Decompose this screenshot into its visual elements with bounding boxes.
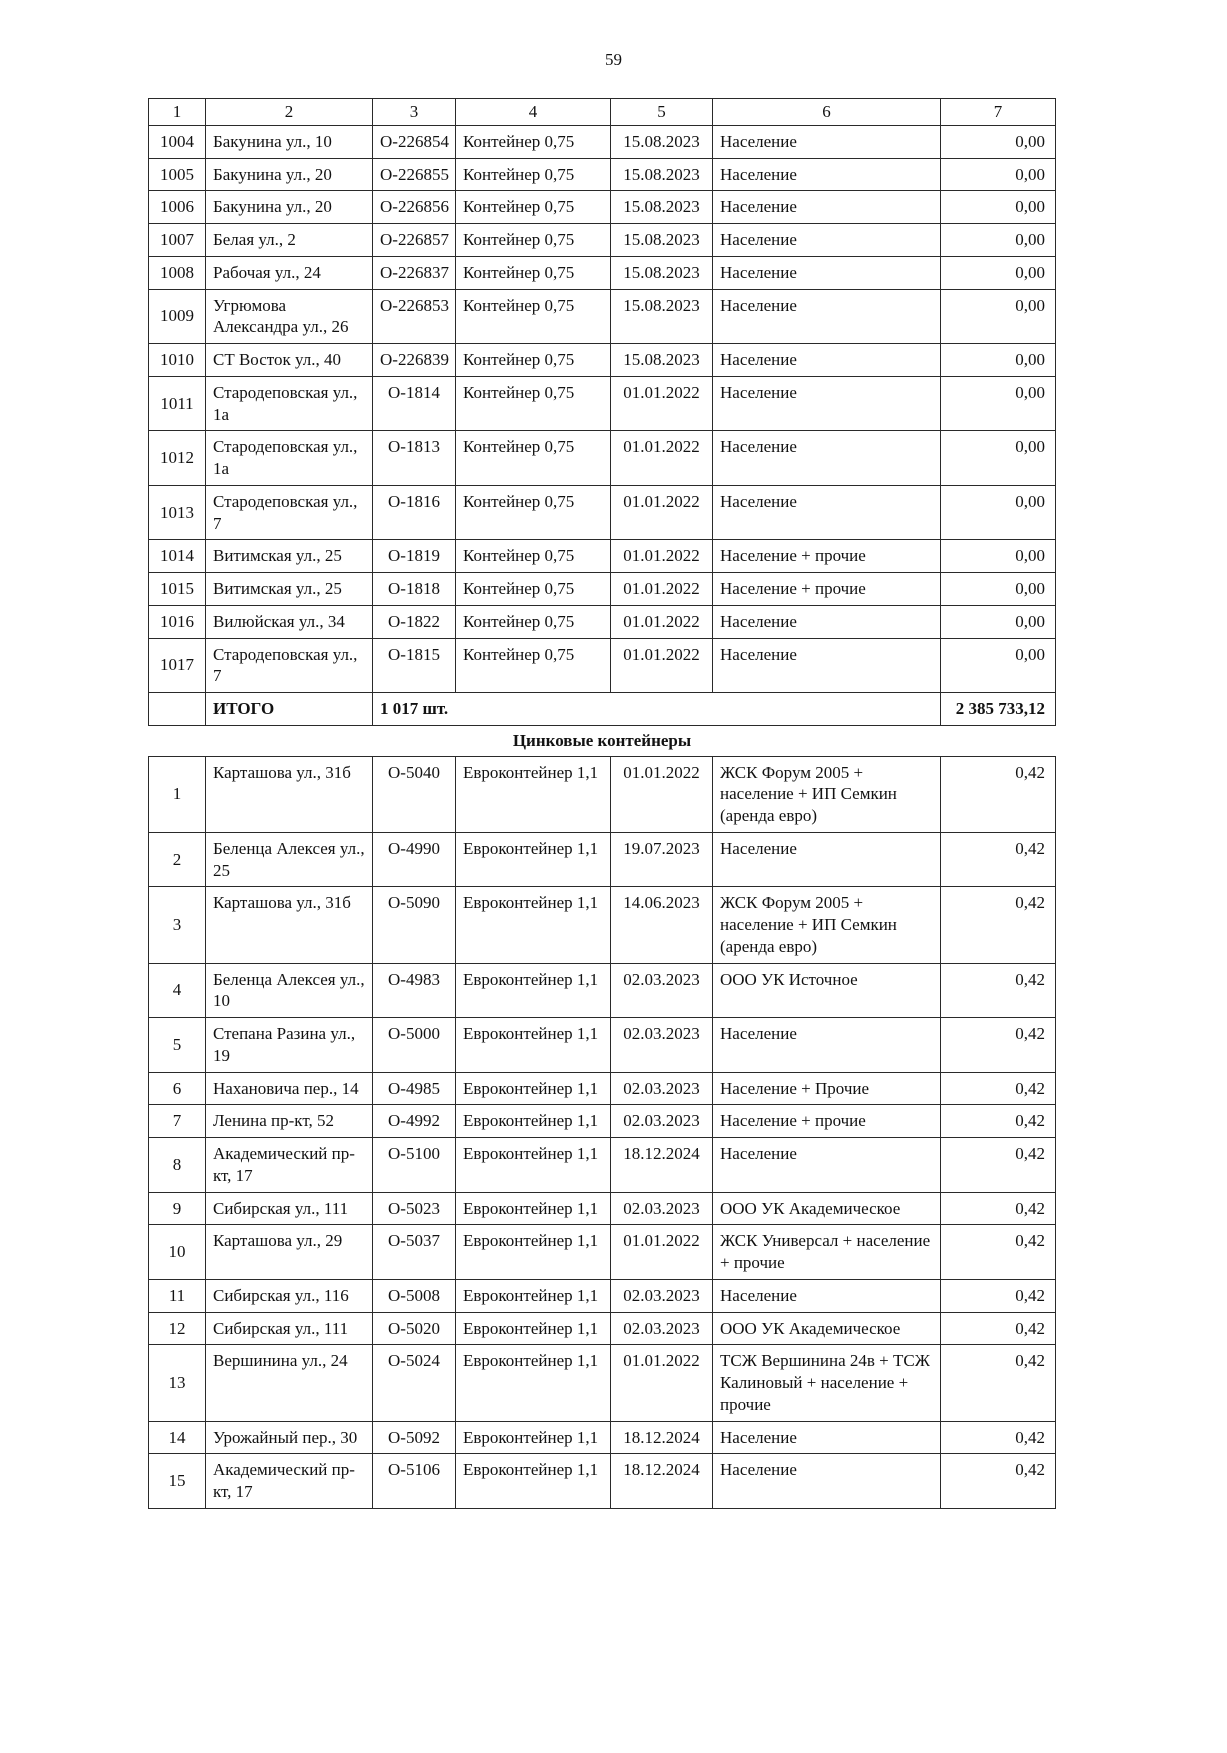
- cell-date: 15.08.2023: [611, 256, 713, 289]
- table-row: [149, 1454, 1056, 1509]
- cell-address: Стародеповская ул., 1а: [206, 431, 373, 486]
- column-header: 1: [149, 99, 206, 126]
- cell-value: 0,42: [941, 1279, 1056, 1312]
- cell-row-number: 1007: [149, 224, 206, 257]
- cell-container-code: О-226856: [373, 191, 456, 224]
- table-row: [149, 1105, 1056, 1138]
- cell-row-number: 1015: [149, 573, 206, 606]
- cell-owner: Население: [713, 1454, 941, 1509]
- cell-address: Витимская ул., 25: [206, 540, 373, 573]
- cell-row-number: 1004: [149, 125, 206, 158]
- cell-value: 0,00: [941, 224, 1056, 257]
- cell-owner: ООО УК Академическое: [713, 1192, 941, 1225]
- cell-date: 01.01.2022: [611, 1225, 713, 1280]
- table-row: [149, 1192, 1056, 1225]
- cell-value: 0,00: [941, 540, 1056, 573]
- cell-row-number: 1006: [149, 191, 206, 224]
- header-row: [149, 99, 1056, 126]
- cell-value: 0,42: [941, 1105, 1056, 1138]
- cell-address: Стародеповская ул., 7: [206, 638, 373, 693]
- cell-value: 0,00: [941, 256, 1056, 289]
- table-row: [149, 1345, 1056, 1421]
- cell-row-number: 3: [149, 887, 206, 963]
- cell-owner: ООО УК Академическое: [713, 1312, 941, 1345]
- cell-owner: Население: [713, 638, 941, 693]
- cell-row-number: 9: [149, 1192, 206, 1225]
- cell-container-code: О-5024: [373, 1345, 456, 1421]
- cell-owner: ТСЖ Вершинина 24в + ТСЖ Калиновый + население + прочие: [713, 1345, 941, 1421]
- cell-container-type: Контейнер 0,75: [456, 573, 611, 606]
- cell-value: 0,00: [941, 289, 1056, 344]
- cell-value: 0,42: [941, 1345, 1056, 1421]
- table-row: [149, 832, 1056, 887]
- cell-value: 0,42: [941, 963, 1056, 1018]
- cell-container-type: Евроконтейнер 1,1: [456, 1192, 611, 1225]
- cell-date: 18.12.2024: [611, 1454, 713, 1509]
- cell-container-code: О-226854: [373, 125, 456, 158]
- cell-value: 0,42: [941, 832, 1056, 887]
- total-value: 2 385 733,12: [941, 693, 1056, 726]
- cell-row-number: 1010: [149, 344, 206, 377]
- section-title: Цинковые контейнеры: [149, 725, 1056, 756]
- cell-address: Угрюмова Александра ул., 26: [206, 289, 373, 344]
- cell-date: 02.03.2023: [611, 1279, 713, 1312]
- cell-address: Ленина пр-кт, 52: [206, 1105, 373, 1138]
- cell-owner: Население: [713, 376, 941, 431]
- cell-container-code: О-5092: [373, 1421, 456, 1454]
- cell-address: Карташова ул., 31б: [206, 887, 373, 963]
- cell-date: 01.01.2022: [611, 605, 713, 638]
- cell-container-type: Евроконтейнер 1,1: [456, 1421, 611, 1454]
- cell-address: Бакунина ул., 20: [206, 158, 373, 191]
- cell-row-number: 7: [149, 1105, 206, 1138]
- cell-container-code: О-5037: [373, 1225, 456, 1280]
- cell-owner: Население + Прочие: [713, 1072, 941, 1105]
- section-title-row: [149, 725, 1056, 756]
- cell-value: 0,00: [941, 376, 1056, 431]
- cell-container-type: Евроконтейнер 1,1: [456, 887, 611, 963]
- cell-container-type: Евроконтейнер 1,1: [456, 756, 611, 832]
- cell-value: 0,42: [941, 756, 1056, 832]
- cell-address: Академический пр-кт, 17: [206, 1138, 373, 1193]
- cell-container-type: Евроконтейнер 1,1: [456, 1454, 611, 1509]
- cell-value: 0,00: [941, 573, 1056, 606]
- cell-date: 01.01.2022: [611, 540, 713, 573]
- cell-container-type: Контейнер 0,75: [456, 605, 611, 638]
- cell-address: Стародеповская ул., 1а: [206, 376, 373, 431]
- cell-address: Сибирская ул., 116: [206, 1279, 373, 1312]
- cell-value: 0,42: [941, 1225, 1056, 1280]
- column-header: 4: [456, 99, 611, 126]
- cell-container-code: О-1814: [373, 376, 456, 431]
- table-row: [149, 191, 1056, 224]
- table-row: [149, 376, 1056, 431]
- cell-container-code: О-5100: [373, 1138, 456, 1193]
- cell-container-code: О-5090: [373, 887, 456, 963]
- cell-row-number: 13: [149, 1345, 206, 1421]
- cell-date: 02.03.2023: [611, 1018, 713, 1073]
- cell-value: 0,00: [941, 605, 1056, 638]
- cell-value: 0,00: [941, 485, 1056, 540]
- cell-container-type: Евроконтейнер 1,1: [456, 1312, 611, 1345]
- table-row: [149, 573, 1056, 606]
- cell-container-code: О-5020: [373, 1312, 456, 1345]
- cell-date: 02.03.2023: [611, 1105, 713, 1138]
- cell-value: 0,42: [941, 1192, 1056, 1225]
- table-row: [149, 289, 1056, 344]
- table-row: [149, 485, 1056, 540]
- table-row: [149, 605, 1056, 638]
- cell-container-type: Контейнер 0,75: [456, 376, 611, 431]
- cell-date: 15.08.2023: [611, 289, 713, 344]
- cell-date: 15.08.2023: [611, 125, 713, 158]
- cell-address: Стародеповская ул., 7: [206, 485, 373, 540]
- cell-date: 01.01.2022: [611, 638, 713, 693]
- cell-container-type: Контейнер 0,75: [456, 540, 611, 573]
- table-row: [149, 1225, 1056, 1280]
- table-row: [149, 256, 1056, 289]
- cell-address: Сибирская ул., 111: [206, 1192, 373, 1225]
- column-header: 6: [713, 99, 941, 126]
- cell-address: Сибирская ул., 111: [206, 1312, 373, 1345]
- cell-address: Нахановича пер., 14: [206, 1072, 373, 1105]
- cell-row-number: 10: [149, 1225, 206, 1280]
- cell-row-number: 12: [149, 1312, 206, 1345]
- cell-date: 02.03.2023: [611, 1072, 713, 1105]
- cell-date: 02.03.2023: [611, 963, 713, 1018]
- total-row: [149, 693, 1056, 726]
- cell-row-number: 1011: [149, 376, 206, 431]
- cell-owner: ЖСК Форум 2005 + население + ИП Семкин (аренда евро): [713, 756, 941, 832]
- cell-address: СТ Восток ул., 40: [206, 344, 373, 377]
- cell-owner: ЖСК Универсал + население + прочие: [713, 1225, 941, 1280]
- cell-container-type: Контейнер 0,75: [456, 125, 611, 158]
- cell-container-code: О-4983: [373, 963, 456, 1018]
- cell-address: Вилюйская ул., 34: [206, 605, 373, 638]
- cell-owner: Население: [713, 344, 941, 377]
- cell-address: Белая ул., 2: [206, 224, 373, 257]
- cell-container-type: Евроконтейнер 1,1: [456, 1279, 611, 1312]
- cell-address: Беленца Алексея ул., 10: [206, 963, 373, 1018]
- cell-row-number: 2: [149, 832, 206, 887]
- cell-container-code: О-1819: [373, 540, 456, 573]
- cell-value: 0,42: [941, 1018, 1056, 1073]
- cell-owner: ЖСК Форум 2005 + население + ИП Семкин (аренда евро): [713, 887, 941, 963]
- cell-container-code: О-4990: [373, 832, 456, 887]
- column-header: 7: [941, 99, 1056, 126]
- cell-container-code: О-226855: [373, 158, 456, 191]
- cell-address: Бакунина ул., 20: [206, 191, 373, 224]
- cell-address: Степана Разина ул., 19: [206, 1018, 373, 1073]
- cell-value: 0,42: [941, 1072, 1056, 1105]
- cell-owner: Население: [713, 832, 941, 887]
- cell-date: 01.01.2022: [611, 1345, 713, 1421]
- cell-owner: Население: [713, 1279, 941, 1312]
- cell-value: 0,00: [941, 344, 1056, 377]
- column-header: 3: [373, 99, 456, 126]
- cell-row-number: 6: [149, 1072, 206, 1105]
- cell-container-type: Контейнер 0,75: [456, 638, 611, 693]
- cell-value: 0,00: [941, 431, 1056, 486]
- column-header: 5: [611, 99, 713, 126]
- cell-container-type: Контейнер 0,75: [456, 485, 611, 540]
- cell-container-code: О-226857: [373, 224, 456, 257]
- cell-row-number: 1012: [149, 431, 206, 486]
- table-row: [149, 638, 1056, 693]
- cell-container-type: Евроконтейнер 1,1: [456, 1105, 611, 1138]
- cell-row-number: 4: [149, 963, 206, 1018]
- cell-container-code: О-226837: [373, 256, 456, 289]
- cell-row-number: 11: [149, 1279, 206, 1312]
- cell-value: 0,00: [941, 638, 1056, 693]
- cell-owner: Население + прочие: [713, 540, 941, 573]
- page-number: 59: [605, 50, 622, 69]
- cell-container-code: О-1818: [373, 573, 456, 606]
- cell-value: 0,00: [941, 125, 1056, 158]
- cell-container-type: Контейнер 0,75: [456, 256, 611, 289]
- cell-container-code: О-1822: [373, 605, 456, 638]
- table-row: [149, 1072, 1056, 1105]
- cell-container-type: Евроконтейнер 1,1: [456, 1072, 611, 1105]
- cell-container-code: О-5040: [373, 756, 456, 832]
- table-row: [149, 158, 1056, 191]
- cell-row-number: 14: [149, 1421, 206, 1454]
- cell-row-number: 1: [149, 756, 206, 832]
- cell-value: 0,42: [941, 1138, 1056, 1193]
- cell-value: 0,00: [941, 158, 1056, 191]
- table-body: [149, 125, 1056, 1508]
- cell-date: 01.01.2022: [611, 573, 713, 606]
- cell-date: 01.01.2022: [611, 756, 713, 832]
- cell-row-number: 1016: [149, 605, 206, 638]
- table-row: [149, 1279, 1056, 1312]
- cell-address: Академический пр-кт, 17: [206, 1454, 373, 1509]
- cell-container-type: Евроконтейнер 1,1: [456, 1138, 611, 1193]
- cell-container-type: Евроконтейнер 1,1: [456, 1345, 611, 1421]
- cell-owner: Население: [713, 256, 941, 289]
- cell-container-type: Контейнер 0,75: [456, 431, 611, 486]
- cell-date: 02.03.2023: [611, 1192, 713, 1225]
- cell-value: 0,42: [941, 1454, 1056, 1509]
- cell-address: Карташова ул., 29: [206, 1225, 373, 1280]
- cell-row-number: 1005: [149, 158, 206, 191]
- cell-container-type: Евроконтейнер 1,1: [456, 963, 611, 1018]
- cell-owner: ООО УК Источное: [713, 963, 941, 1018]
- total-label: ИТОГО: [206, 693, 373, 726]
- cell-container-code: О-4985: [373, 1072, 456, 1105]
- cell-owner: Население: [713, 1138, 941, 1193]
- cell-address: Вершинина ул., 24: [206, 1345, 373, 1421]
- cell-container-type: Контейнер 0,75: [456, 158, 611, 191]
- cell-date: 15.08.2023: [611, 191, 713, 224]
- cell-date: 18.12.2024: [611, 1421, 713, 1454]
- cell-owner: Население + прочие: [713, 573, 941, 606]
- cell-row-number: 1017: [149, 638, 206, 693]
- cell-container-code: О-5000: [373, 1018, 456, 1073]
- table-row: [149, 344, 1056, 377]
- cell-owner: Население: [713, 289, 941, 344]
- cell-value: 0,42: [941, 887, 1056, 963]
- cell-date: 15.08.2023: [611, 344, 713, 377]
- cell-owner: Население: [713, 1018, 941, 1073]
- cell-address: Бакунина ул., 10: [206, 125, 373, 158]
- cell-row-number: 15: [149, 1454, 206, 1509]
- table-row: [149, 887, 1056, 963]
- cell-container-code: О-5106: [373, 1454, 456, 1509]
- cell-container-type: Евроконтейнер 1,1: [456, 1225, 611, 1280]
- cell-value: 0,42: [941, 1421, 1056, 1454]
- cell-container-code: О-4992: [373, 1105, 456, 1138]
- cell-owner: Население: [713, 191, 941, 224]
- table-row: [149, 1138, 1056, 1193]
- cell-container-type: Контейнер 0,75: [456, 191, 611, 224]
- table-row: [149, 431, 1056, 486]
- cell-date: 01.01.2022: [611, 376, 713, 431]
- cell-date: 14.06.2023: [611, 887, 713, 963]
- cell-owner: Население: [713, 431, 941, 486]
- cell-owner: Население + прочие: [713, 1105, 941, 1138]
- cell-row-number: 1009: [149, 289, 206, 344]
- cell-date: 02.03.2023: [611, 1312, 713, 1345]
- containers-table: [148, 98, 1056, 1509]
- cell-owner: Население: [713, 158, 941, 191]
- cell-row-number: 5: [149, 1018, 206, 1073]
- table-row: [149, 756, 1056, 832]
- cell-container-code: О-5023: [373, 1192, 456, 1225]
- cell-date: 18.12.2024: [611, 1138, 713, 1193]
- cell-container-code: О-226839: [373, 344, 456, 377]
- cell-container-type: Контейнер 0,75: [456, 289, 611, 344]
- cell-container-type: Контейнер 0,75: [456, 224, 611, 257]
- cell-row-number: 1013: [149, 485, 206, 540]
- cell-address: Беленца Алексея ул., 25: [206, 832, 373, 887]
- cell-row-number: 1008: [149, 256, 206, 289]
- cell-date: 15.08.2023: [611, 158, 713, 191]
- cell-container-type: Контейнер 0,75: [456, 344, 611, 377]
- cell-container-type: Евроконтейнер 1,1: [456, 832, 611, 887]
- table-row: [149, 963, 1056, 1018]
- cell-row-number: 8: [149, 1138, 206, 1193]
- cell-date: 01.01.2022: [611, 485, 713, 540]
- cell-address: Рабочая ул., 24: [206, 256, 373, 289]
- table-row: [149, 1312, 1056, 1345]
- cell-container-code: О-5008: [373, 1279, 456, 1312]
- cell-owner: Население: [713, 125, 941, 158]
- cell-value: 0,42: [941, 1312, 1056, 1345]
- cell-date: 01.01.2022: [611, 431, 713, 486]
- table-row: [149, 1018, 1056, 1073]
- cell-date: 19.07.2023: [611, 832, 713, 887]
- cell-container-code: О-226853: [373, 289, 456, 344]
- cell-owner: Население: [713, 485, 941, 540]
- cell-value: 0,00: [941, 191, 1056, 224]
- cell-address: Карташова ул., 31б: [206, 756, 373, 832]
- cell-address: Витимская ул., 25: [206, 573, 373, 606]
- cell-container-code: О-1816: [373, 485, 456, 540]
- table-header: [149, 99, 1056, 126]
- table-row: [149, 125, 1056, 158]
- table-row: [149, 540, 1056, 573]
- cell-date: 15.08.2023: [611, 224, 713, 257]
- cell-container-type: Евроконтейнер 1,1: [456, 1018, 611, 1073]
- total-count: 1 017 шт.: [373, 693, 941, 726]
- cell-empty: [149, 693, 206, 726]
- cell-owner: Население: [713, 224, 941, 257]
- cell-owner: Население: [713, 1421, 941, 1454]
- column-header: 2: [206, 99, 373, 126]
- table-row: [149, 224, 1056, 257]
- table-row: [149, 1421, 1056, 1454]
- cell-row-number: 1014: [149, 540, 206, 573]
- cell-owner: Население: [713, 605, 941, 638]
- cell-address: Урожайный пер., 30: [206, 1421, 373, 1454]
- cell-container-code: О-1813: [373, 431, 456, 486]
- cell-container-code: О-1815: [373, 638, 456, 693]
